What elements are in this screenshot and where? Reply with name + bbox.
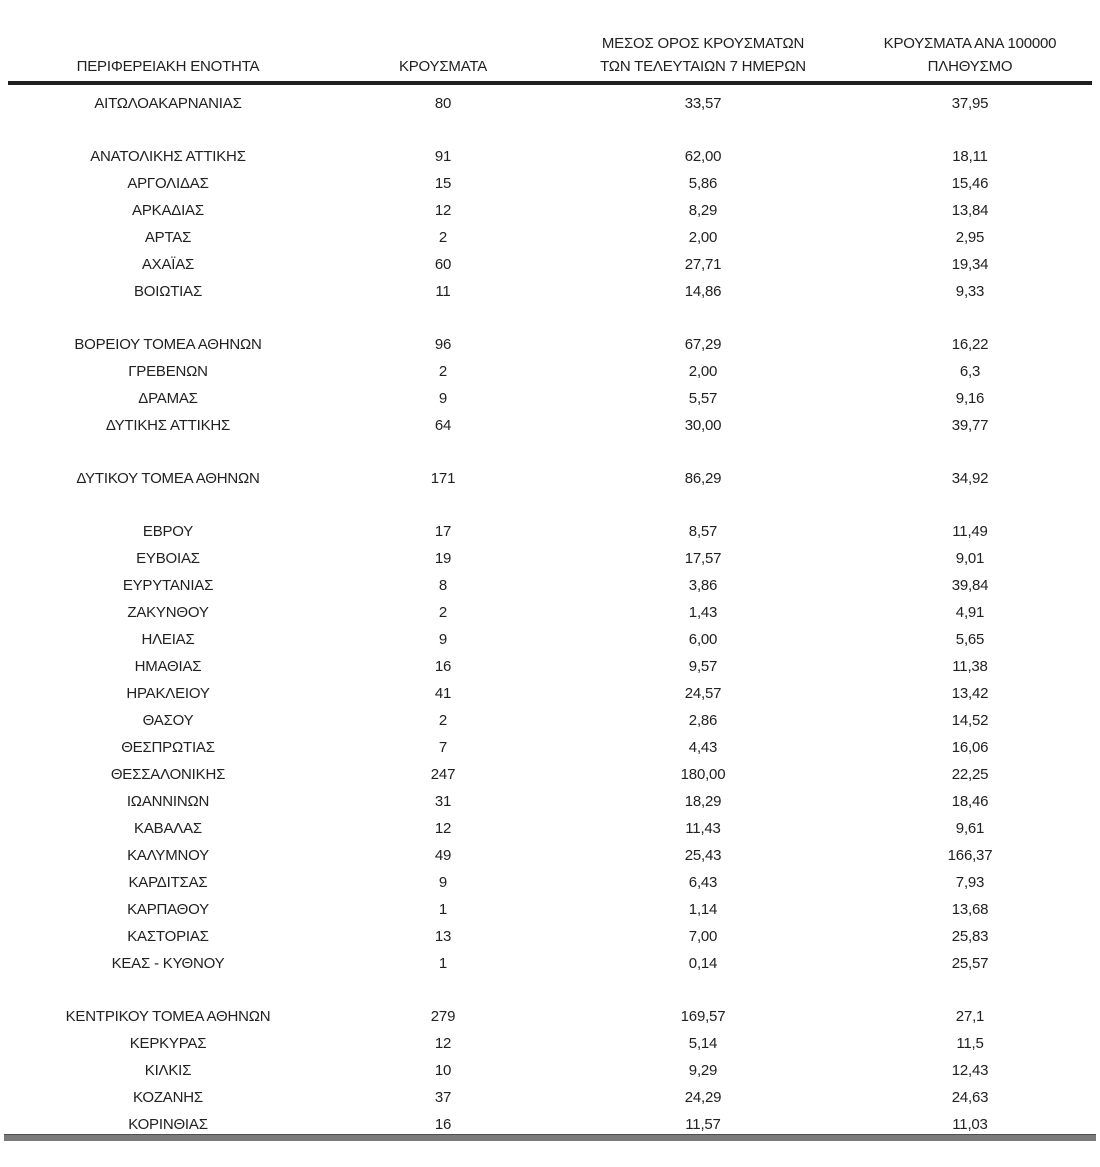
avg7-cell: 17,57 xyxy=(684,550,722,567)
avg7-cell: 25,43 xyxy=(684,847,722,864)
region-cell: ΖΑΚΥΝΘΟΥ xyxy=(127,604,209,621)
column-header-avg7-line1: ΜΕΣΟΣ ΟΡΟΣ ΚΡΟΥΣΜΑΤΩΝ xyxy=(601,35,805,52)
region-cell: ΕΒΡΟΥ xyxy=(142,523,194,540)
cases-cell: 2 xyxy=(438,604,448,621)
cases-cell: 80 xyxy=(434,95,452,112)
cases-cell: 7 xyxy=(438,739,448,756)
region-cell: ΚΑΡΔΙΤΣΑΣ xyxy=(128,874,208,891)
cases-cell: 12 xyxy=(434,202,452,219)
table-header xyxy=(8,0,1092,85)
avg7-cell: 62,00 xyxy=(684,148,722,165)
avg7-cell: 5,57 xyxy=(688,390,718,407)
table-row xyxy=(8,599,1092,626)
per100k-cell: 13,68 xyxy=(951,901,989,918)
cases-cell: 16 xyxy=(434,1116,452,1133)
region-cell: ΘΑΣΟΥ xyxy=(142,712,194,729)
region-cell: ΗΛΕΙΑΣ xyxy=(141,631,195,648)
region-cell: ΚΙΛΚΙΣ xyxy=(144,1062,192,1079)
avg7-cell: 180,00 xyxy=(680,766,726,783)
per100k-cell: 16,06 xyxy=(951,739,989,756)
cases-cell: 31 xyxy=(434,793,452,810)
cases-cell: 96 xyxy=(434,336,452,353)
region-cell: ΔΡΑΜΑΣ xyxy=(138,390,198,407)
avg7-cell: 5,86 xyxy=(688,175,718,192)
avg7-cell: 8,57 xyxy=(688,523,718,540)
column-header-region xyxy=(8,55,328,78)
table-row xyxy=(8,412,1092,439)
table-row xyxy=(8,950,1092,977)
table-row xyxy=(8,278,1092,305)
region-cell: ΗΡΑΚΛΕΙΟΥ xyxy=(126,685,210,702)
per100k-cell: 15,46 xyxy=(951,175,989,192)
avg7-cell: 2,00 xyxy=(688,363,718,380)
region-cell: ΙΩΑΝΝΙΝΩΝ xyxy=(126,793,210,810)
column-header-per100k xyxy=(848,32,1092,78)
region-cell: ΑΡΤΑΣ xyxy=(144,229,192,246)
cases-cell: 37 xyxy=(434,1089,452,1106)
per100k-cell: 5,65 xyxy=(955,631,985,648)
per100k-cell: 16,22 xyxy=(951,336,989,353)
column-header-region-label: ΠΕΡΙΦΕΡΕΙΑΚΗ ΕΝΟΤΗΤΑ xyxy=(76,58,260,75)
region-cell: ΚΕΡΚΥΡΑΣ xyxy=(129,1035,207,1052)
avg7-cell: 24,29 xyxy=(684,1089,722,1106)
per100k-cell: 2,95 xyxy=(955,229,985,246)
table-row xyxy=(8,385,1092,412)
avg7-cell: 7,00 xyxy=(688,928,718,945)
region-cell: ΚΕΝΤΡΙΚΟΥ ΤΟΜΕΑ ΑΘΗΝΩΝ xyxy=(65,1008,271,1025)
per100k-cell: 39,84 xyxy=(951,577,989,594)
region-cell: ΚΑΣΤΟΡΙΑΣ xyxy=(127,928,209,945)
per100k-cell: 37,95 xyxy=(951,95,989,112)
column-header-avg7-line2: ΤΩΝ ΤΕΛΕΥΤΑΙΩΝ 7 ΗΜΕΡΩΝ xyxy=(600,58,806,75)
table-row xyxy=(8,734,1092,761)
table-row xyxy=(8,1003,1092,1030)
cases-cell: 12 xyxy=(434,820,452,837)
avg7-cell: 11,57 xyxy=(685,1116,721,1133)
avg7-cell: 5,14 xyxy=(688,1035,718,1052)
per100k-cell: 11,5 xyxy=(956,1035,984,1052)
avg7-cell: 6,00 xyxy=(688,631,718,648)
per100k-cell: 9,33 xyxy=(955,283,985,300)
avg7-cell: 2,86 xyxy=(688,712,718,729)
region-cell: ΘΕΣΠΡΩΤΙΑΣ xyxy=(121,739,215,756)
per100k-cell: 13,42 xyxy=(951,685,989,702)
avg7-cell: 27,71 xyxy=(684,256,722,273)
avg7-cell: 86,29 xyxy=(684,470,722,487)
cases-cell: 9 xyxy=(438,631,448,648)
cases-cell: 17 xyxy=(434,523,452,540)
table-row xyxy=(8,197,1092,224)
per100k-cell: 19,34 xyxy=(951,256,989,273)
per100k-cell: 18,46 xyxy=(951,793,989,810)
table-bottom-rule xyxy=(4,1134,1096,1141)
column-header-cases xyxy=(328,55,558,78)
cases-cell: 247 xyxy=(430,766,456,783)
table-row xyxy=(8,518,1092,545)
table-row xyxy=(8,465,1092,492)
avg7-cell: 1,43 xyxy=(688,604,718,621)
region-cell: ΒΟΡΕΙΟΥ ΤΟΜΕΑ ΑΘΗΝΩΝ xyxy=(74,336,262,353)
region-cell: ΕΥΒΟΙΑΣ xyxy=(136,550,200,567)
per100k-cell: 25,83 xyxy=(951,928,989,945)
table-row xyxy=(8,1030,1092,1057)
region-cell: ΔΥΤΙΚΟΥ ΤΟΜΕΑ ΑΘΗΝΩΝ xyxy=(76,470,260,487)
table-row xyxy=(8,545,1092,572)
avg7-cell: 3,86 xyxy=(688,577,718,594)
avg7-cell: 8,29 xyxy=(688,202,718,219)
per100k-cell: 25,57 xyxy=(951,955,989,972)
cases-cell: 2 xyxy=(438,363,448,380)
per100k-cell: 14,52 xyxy=(951,712,989,729)
cases-cell: 11 xyxy=(435,283,451,300)
per100k-cell: 166,37 xyxy=(947,847,993,864)
per100k-cell: 34,92 xyxy=(951,470,989,487)
per100k-cell: 9,01 xyxy=(955,550,985,567)
table-row xyxy=(8,896,1092,923)
table-row xyxy=(8,842,1092,869)
table-row xyxy=(8,1084,1092,1111)
avg7-cell: 33,57 xyxy=(684,95,722,112)
avg7-cell: 9,29 xyxy=(688,1062,718,1079)
per100k-cell: 18,11 xyxy=(952,148,988,165)
cases-cell: 1 xyxy=(438,955,448,972)
avg7-cell: 14,86 xyxy=(684,283,722,300)
column-header-per100k-line2: ΠΛΗΘΥΣΜΟ xyxy=(927,58,1013,75)
table-row xyxy=(8,170,1092,197)
per100k-cell: 7,93 xyxy=(955,874,985,891)
per100k-cell: 11,38 xyxy=(952,658,988,675)
per100k-cell: 9,61 xyxy=(955,820,985,837)
table-row xyxy=(8,224,1092,251)
avg7-cell: 1,14 xyxy=(688,901,718,918)
avg7-cell: 4,43 xyxy=(688,739,718,756)
avg7-cell: 30,00 xyxy=(684,417,722,434)
table-row xyxy=(8,331,1092,358)
table-row xyxy=(8,251,1092,278)
region-cell: ΚΑΒΑΛΑΣ xyxy=(134,820,202,837)
table-row xyxy=(8,90,1092,117)
cases-cell: 2 xyxy=(438,229,448,246)
table-row xyxy=(8,1057,1092,1084)
cases-cell: 15 xyxy=(434,175,452,192)
cases-cell: 12 xyxy=(434,1035,452,1052)
per100k-cell: 12,43 xyxy=(951,1062,989,1079)
region-cell: ΚΑΡΠΑΘΟΥ xyxy=(127,901,209,918)
region-cell: ΘΕΣΣΑΛΟΝΙΚΗΣ xyxy=(110,766,226,783)
per100k-cell: 4,91 xyxy=(955,604,985,621)
region-cell: ΔΥΤΙΚΗΣ ΑΤΤΙΚΗΣ xyxy=(105,417,231,434)
table-row xyxy=(8,923,1092,950)
table-row xyxy=(8,572,1092,599)
region-cell: ΑΧΑΪΑΣ xyxy=(141,256,195,273)
avg7-cell: 2,00 xyxy=(688,229,718,246)
cases-cell: 8 xyxy=(438,577,448,594)
avg7-cell: 11,43 xyxy=(685,820,721,837)
cases-cell: 49 xyxy=(434,847,452,864)
cases-cell: 13 xyxy=(434,928,452,945)
cases-cell: 91 xyxy=(434,148,452,165)
per100k-cell: 24,63 xyxy=(951,1089,989,1106)
column-header-per100k-line1: ΚΡΟΥΣΜΑΤΑ ΑΝΑ 100000 xyxy=(883,35,1057,52)
region-cell: ΒΟΙΩΤΙΑΣ xyxy=(133,283,203,300)
region-cell: ΑΡΓΟΛΙΔΑΣ xyxy=(127,175,209,192)
table-row xyxy=(8,626,1092,653)
table-row xyxy=(8,761,1092,788)
table-row xyxy=(8,680,1092,707)
table-row xyxy=(8,358,1092,385)
table-row xyxy=(8,869,1092,896)
cases-cell: 279 xyxy=(430,1008,456,1025)
cases-cell: 60 xyxy=(434,256,452,273)
table-row xyxy=(8,707,1092,734)
region-cell: ΚΟΖΑΝΗΣ xyxy=(133,1089,203,1106)
table-row xyxy=(8,653,1092,680)
cases-cell: 19 xyxy=(434,550,452,567)
region-cell: ΑΙΤΩΛΟΑΚΑΡΝΑΝΙΑΣ xyxy=(94,95,242,112)
cases-cell: 9 xyxy=(438,390,448,407)
per100k-cell: 6,3 xyxy=(959,363,981,380)
region-cell: ΕΥΡΥΤΑΝΙΑΣ xyxy=(122,577,214,594)
region-cell: ΑΝΑΤΟΛΙΚΗΣ ΑΤΤΙΚΗΣ xyxy=(90,148,246,165)
avg7-cell: 6,43 xyxy=(688,874,718,891)
avg7-cell: 169,57 xyxy=(680,1008,726,1025)
table-body xyxy=(8,85,1092,1138)
cases-cell: 64 xyxy=(434,417,452,434)
region-cell: ΑΡΚΑΔΙΑΣ xyxy=(132,202,204,219)
avg7-cell: 67,29 xyxy=(684,336,722,353)
avg7-cell: 18,29 xyxy=(684,793,722,810)
cases-cell: 10 xyxy=(434,1062,452,1079)
region-cell: ΓΡΕΒΕΝΩΝ xyxy=(128,363,208,380)
cases-cell: 16 xyxy=(434,658,452,675)
avg7-cell: 24,57 xyxy=(684,685,722,702)
per100k-cell: 22,25 xyxy=(951,766,989,783)
column-header-avg7 xyxy=(558,32,848,78)
cases-cell: 2 xyxy=(438,712,448,729)
per100k-cell: 39,77 xyxy=(951,417,989,434)
cases-cell: 171 xyxy=(430,470,456,487)
per100k-cell: 27,1 xyxy=(955,1008,985,1025)
per100k-cell: 9,16 xyxy=(955,390,985,407)
cases-cell: 9 xyxy=(438,874,448,891)
column-header-cases-label: ΚΡΟΥΣΜΑΤΑ xyxy=(398,58,488,75)
avg7-cell: 9,57 xyxy=(688,658,718,675)
per100k-cell: 11,49 xyxy=(952,523,988,540)
cases-cell: 41 xyxy=(434,685,452,702)
region-cell: ΚΟΡΙΝΘΙΑΣ xyxy=(128,1116,208,1133)
table-row xyxy=(8,143,1092,170)
table-row xyxy=(8,815,1092,842)
region-cell: ΚΕΑΣ - ΚΥΘΝΟΥ xyxy=(111,955,225,972)
region-cell: ΚΑΛΥΜΝΟΥ xyxy=(127,847,209,864)
region-cell: ΗΜΑΘΙΑΣ xyxy=(134,658,202,675)
cases-cell: 1 xyxy=(438,901,448,918)
table-row xyxy=(8,788,1092,815)
avg7-cell: 0,14 xyxy=(688,955,718,972)
per100k-cell: 13,84 xyxy=(951,202,989,219)
per100k-cell: 11,03 xyxy=(952,1116,988,1133)
